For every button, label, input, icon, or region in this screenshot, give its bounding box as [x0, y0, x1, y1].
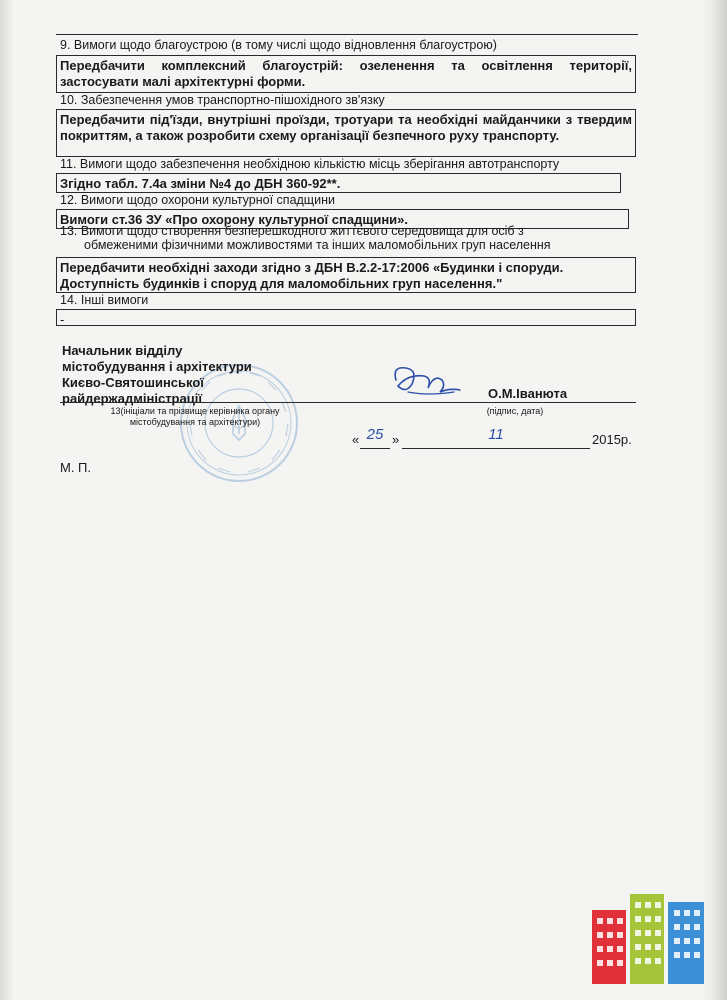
- date-close-quote: »: [392, 432, 400, 447]
- section-9-label: 9. Вимоги щодо благоустрою (в тому числі щодо відновлення благоустрою): [60, 38, 497, 52]
- seal-place-label: М. П.: [60, 460, 92, 475]
- signature-icon: [388, 362, 468, 402]
- scan-shadow-right: [701, 0, 727, 1000]
- section-9-value: Передбачити комплексний благоустрій: озеленення та освітлення території, застосувати малі архітектурні форми.: [56, 55, 636, 93]
- section-13-value: [56, 257, 636, 293]
- section-13-label-line2: обмеженими фізичними можливостями та інших маломобільних груп населення: [84, 238, 551, 252]
- section-11-label: 11. Вимоги щодо забезпечення необхідною кількістю місць зберігання автотранспорту: [60, 157, 560, 171]
- top-rule: [56, 34, 638, 35]
- date-year: 2015р.: [592, 432, 632, 447]
- signatory-position: [62, 343, 252, 407]
- signature-rule: [60, 402, 636, 403]
- position-line-4: райдержадміністрації: [62, 391, 202, 406]
- section-10-value: Передбачити під'їзди, внутрішні проїзди, тротуари та необхідні майданчики з твердим покриттям, а також розробити схему організації безпечного руху транспорту.: [56, 109, 636, 157]
- signatory-name: О.М.Іванюта: [488, 386, 568, 401]
- section-14-value: -: [56, 309, 636, 326]
- section-10-label: 10. Забезпечення умов транспортно-пішохідного зв'язку: [60, 93, 385, 107]
- section-11-value: Згідно табл. 7.4а зміни №4 до ДБН 360-92**.: [56, 173, 621, 193]
- date-open-quote: «: [352, 432, 360, 447]
- position-caption-line2: містобудування та архітектури): [129, 417, 261, 427]
- city-buildings-logo-icon: [590, 888, 706, 984]
- section-13-value-line1: Передбачити необхідні заходи згідно з ДБН В.2.2-17:2006 «Будинки і споруди.: [60, 260, 564, 275]
- position-line-2: містобудування і архітектури: [62, 359, 252, 374]
- position-caption-line1: 13(ініціали та прізвище керівника органу: [110, 406, 280, 416]
- position-caption: [100, 406, 290, 428]
- position-line-3: Києво-Святошинської: [62, 375, 204, 390]
- signature-caption: (підпис, дата): [486, 406, 544, 416]
- scan-shadow-left: [0, 0, 14, 1000]
- date-month: 11: [402, 426, 590, 449]
- date-day: 25: [360, 426, 390, 449]
- section-13-value-line2: Доступність будинків і споруд для маломобільних груп населення.": [60, 276, 503, 291]
- section-14-label: 14. Інші вимоги: [60, 293, 149, 307]
- section-12-label: 12. Вимоги щодо охорони культурної спадщини: [60, 193, 335, 207]
- section-13-label-line1: 13. Вимоги щодо створення безперешкодного життєвого середовища для осіб з: [60, 224, 524, 238]
- section-12-value: Вимоги ст.36 ЗУ «Про охорону культурної спадщини».: [56, 209, 629, 229]
- position-line-1: Начальник відділу: [62, 343, 183, 358]
